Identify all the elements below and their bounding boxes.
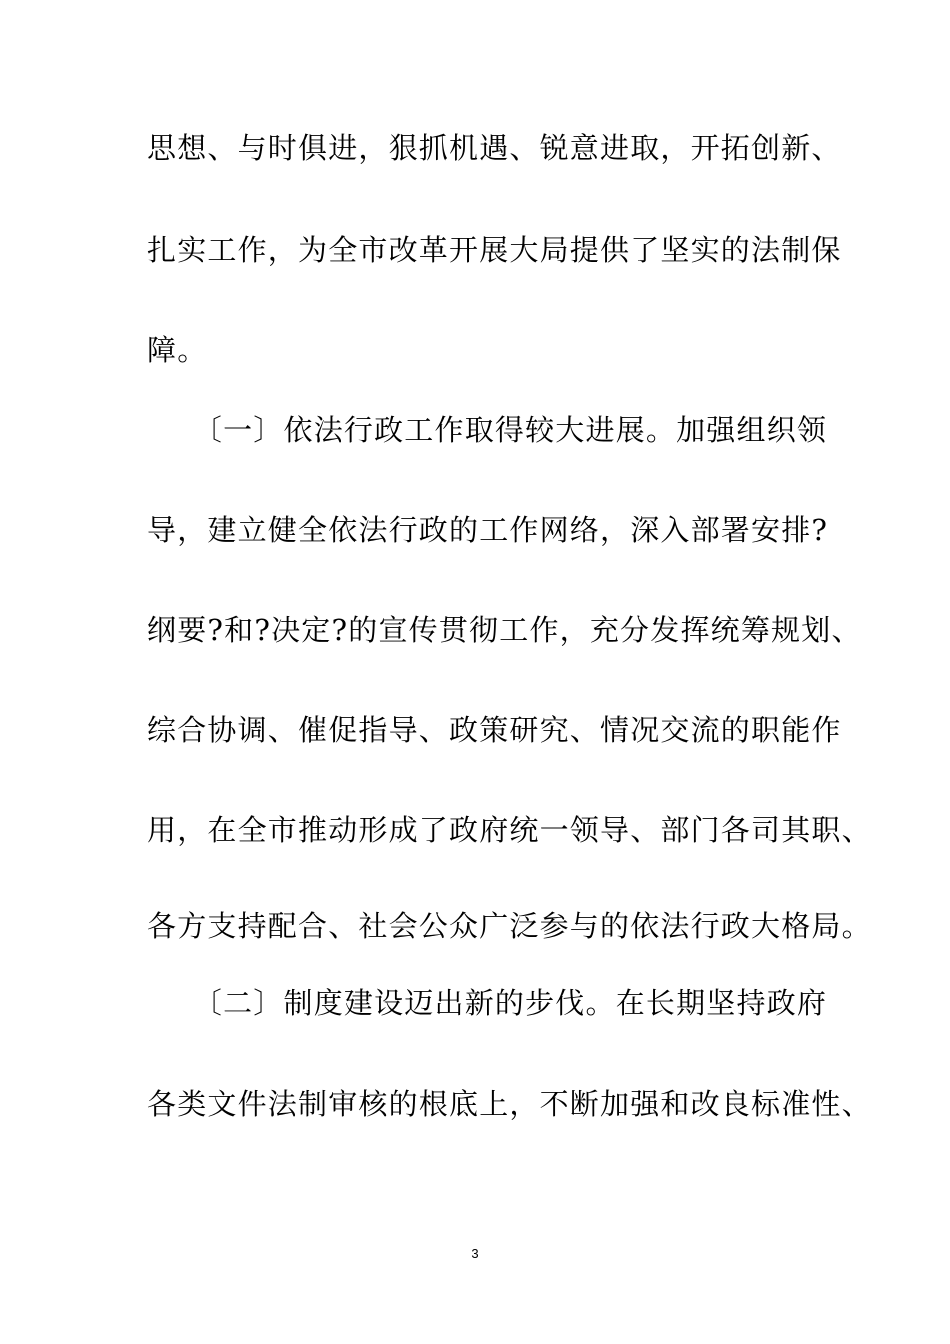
text-line: 障。	[147, 333, 208, 367]
text-line: 导，建立健全依法行政的工作网络，深入部署安排?	[147, 513, 829, 547]
text-line: 扎实工作，为全市改革开展大局提供了坚实的法制保	[147, 233, 842, 267]
text-line: 各类文件法制审核的根底上，不断加强和改良标准性、	[147, 1087, 872, 1121]
text-line: 用，在全市推动形成了政府统一领导、部门各司其职、	[147, 813, 872, 847]
text-line: 各方支持配合、社会公众广泛参与的依法行政大格局。	[147, 909, 872, 943]
text-line: 综合协调、催促指导、政策研究、情况交流的职能作	[147, 713, 842, 747]
text-line: 思想、与时俱进，狠抓机遇、锐意进取，开拓创新、	[147, 131, 842, 165]
paragraph-one-heading-line: 〔一〕依法行政工作取得较大进展。加强组织领	[147, 413, 828, 447]
text-line: 纲要?和?决定?的宣传贯彻工作，充分发挥统筹规划、	[147, 613, 862, 647]
paragraph-two-heading-line: 〔二〕制度建设迈出新的步伐。在长期坚持政府	[147, 986, 828, 1020]
page-number: 3	[471, 1246, 479, 1261]
